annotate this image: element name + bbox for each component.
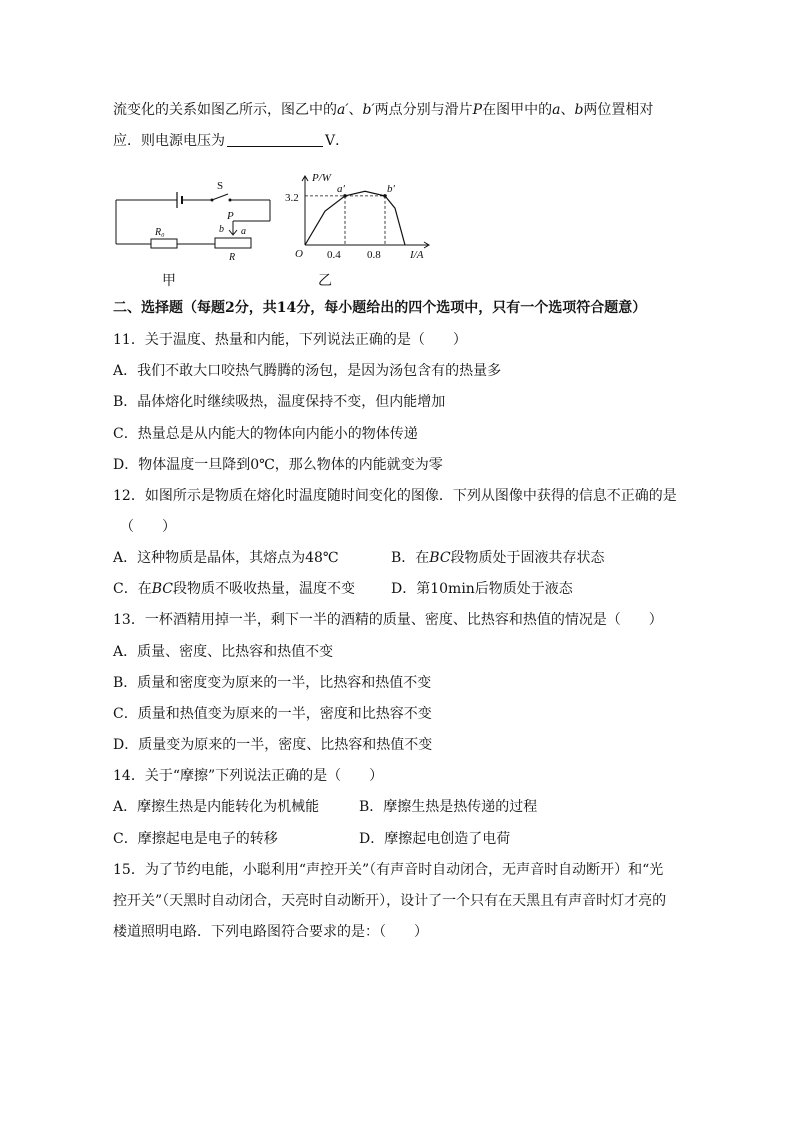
q14-option-d[interactable]: D．摩擦起电创造了电荷 xyxy=(359,831,511,847)
q11-option-a[interactable]: A．我们不敢大口咬热气腾腾的汤包，是因为汤包含有的热量多 xyxy=(113,363,502,379)
figure-caption-yi: 乙 xyxy=(318,273,332,289)
q11-option-c[interactable]: C．热量总是从内能大的物体向内能小的物体传递 xyxy=(113,426,418,442)
q12-option-d[interactable]: D．第10min后物质处于液态 xyxy=(391,581,573,597)
circuit-diagram xyxy=(113,172,273,262)
q14-option-c[interactable]: C．摩擦起电是电子的转移 xyxy=(113,831,278,847)
r-label: R xyxy=(229,252,236,262)
q15-stem-line-1: 15．为了节约电能，小聪利用“声控开关”（有声音时自动闭合，无声音时自动断开）和“光 xyxy=(113,862,664,878)
switch-blade xyxy=(212,194,228,200)
q13-option-c[interactable]: C．质量和热值变为原来的一半，密度和比热容不变 xyxy=(113,706,432,722)
point-b-prime-label: b′ xyxy=(387,182,395,195)
x-tick-label-2: 0.8 xyxy=(367,249,381,259)
q12-stem: 12．如图所示是物质在熔化时温度随时间变化的图像．下列从图像中获得的信息不正确的是 xyxy=(113,488,677,504)
pos-b-label: b xyxy=(219,224,224,235)
rheostat-r xyxy=(215,238,251,248)
q14-option-b[interactable]: B．摩擦生热是热传递的过程 xyxy=(359,799,538,815)
origin-label: O xyxy=(295,248,303,259)
slider-label: P xyxy=(227,210,234,222)
q15-stem-line-3: 楼道照明电路．下列电路图符合要求的是：（ ） xyxy=(113,924,428,940)
q13-option-d[interactable]: D．质量变为原来的一半，密度、比热容和热值不变 xyxy=(113,737,433,753)
q14-stem: 14．关于“摩擦”下列说法正确的是（ ） xyxy=(113,768,384,784)
pos-a-label: a xyxy=(241,226,246,237)
intro-line-2: 应．则电源电压为 V． xyxy=(113,133,350,149)
resistor-r0 xyxy=(151,239,177,248)
q11-option-b[interactable]: B．晶体熔化时继续吸热，温度保持不变，但内能增加 xyxy=(113,394,446,410)
figure-caption-jia: 甲 xyxy=(162,273,176,289)
q13-option-a[interactable]: A．质量、密度、比热容和热值不变 xyxy=(113,644,334,660)
q11-stem: 11．关于温度、热量和内能，下列说法正确的是（ ） xyxy=(113,332,467,348)
answer-blank[interactable] xyxy=(227,132,323,147)
y-tick-label: 3.2 xyxy=(285,192,299,204)
switch-label: S xyxy=(217,180,224,192)
q11-option-d[interactable]: D．物体温度一旦降到0℃，那么物体的内能就变为零 xyxy=(113,457,443,473)
q12-option-a[interactable]: A．这种物质是晶体，其熔点为48℃ xyxy=(113,550,339,566)
y-axis-label: P/W xyxy=(312,172,331,184)
x-axis-label: I/A xyxy=(410,249,424,259)
q15-stem-line-2: 控开关”（天黑时自动闭合，天亮时自动断开），设计了一个只有在天黑且有声音时灯才亮的 xyxy=(113,893,667,909)
q12-stem-paren: （ ） xyxy=(120,519,176,535)
q14-option-a[interactable]: A．摩擦生热是内能转化为机械能 xyxy=(113,799,320,815)
x-tick-label-1: 0.4 xyxy=(327,249,341,259)
q12-option-c[interactable]: C．在BC段物质不吸收热量，温度不变 xyxy=(113,581,355,597)
power-curve xyxy=(305,191,405,245)
section-heading: 二、选择题（每题2分，共14分，每小题给出的四个选项中，只有一个选项符合题意） xyxy=(113,300,647,316)
q12-option-b[interactable]: B．在BC段物质处于固液共存状态 xyxy=(391,550,605,566)
q13-stem: 13．一杯酒精用掉一半，剩下一半的酒精的质量、密度、比热容和热值的情况是（ ） xyxy=(113,612,663,628)
q13-option-b[interactable]: B．质量和密度变为原来的一半，比热容和热值不变 xyxy=(113,675,432,691)
intro-line-1: 流变化的关系如图乙所示，图乙中的a′、b′两点分别与滑片P在图甲中的a、b两位置相对 xyxy=(113,102,654,118)
r0-label: R₀ xyxy=(155,227,165,238)
point-a-prime-label: a′ xyxy=(337,182,345,195)
power-current-graph xyxy=(283,167,433,259)
